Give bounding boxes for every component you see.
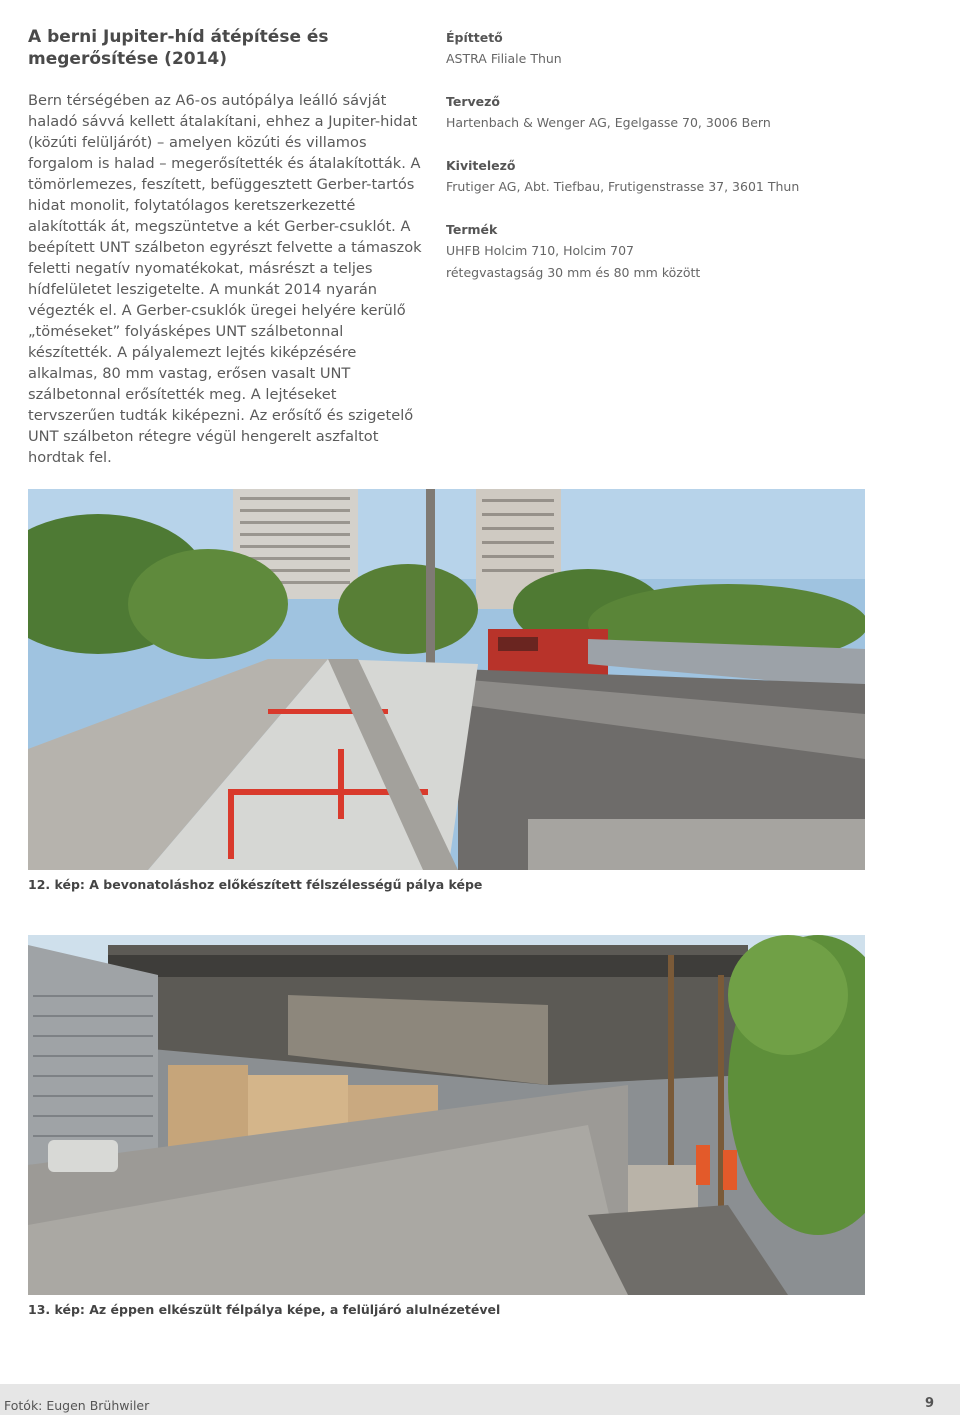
project-info (446, 28, 926, 284)
info-builder-label: Építtető (446, 30, 503, 45)
info-builder-value: ASTRA Filiale Thun (446, 51, 562, 66)
photo-overpass-underside (28, 935, 865, 1295)
fig12-caption: 12. kép: A bevonatoláshoz előkészített félszélességű pálya képe (28, 877, 483, 892)
info-designer-value: Hartenbach & Wenger AG, Egelgasse 70, 3006 Bern (446, 115, 771, 130)
article-body (28, 90, 423, 468)
page-number: 9 (924, 1396, 934, 1411)
info-designer (446, 92, 926, 156)
article-title: A berni Jupiter-híd átépítése és megerősítése (2014) (28, 27, 329, 69)
info-contractor (446, 156, 926, 220)
photo-bridge-deck (28, 489, 865, 870)
info-builder (446, 28, 926, 92)
body-paragraph: Bern térségében az A6-os autópálya leálló sávját haladó sávvá kellett átalakítani, ehhez a Jupiter-hidat (közúti felüljárót) – amelyen közúti és villamos forgalom is halad – megerősítették és átalakították. A tömörlemezes, feszített, befüggesztett Gerber-tartós hidat monolit, folytatólagos keretszerkezetté alakították át, megszüntetve a két Gerber-csuklót. A beépített UNT szálbeton egyrészt felvette a támaszok feletti negatív nyomatékokat, másrészt a teljes hídfelületet leszigetelte. A munkát 2014 nyarán végezték el. A Gerber-csuklók üregei helyére kerülő „töméseket” folyásképes UNT szálbetonnal készítették. A pályalemezt lejtés kiképzésére alkalmas, 80 mm vastag, erősen vasalt UNT szálbetonnal erősítették meg. A lejtéseket tervszerűen tudták kiképezni. Az erősítő és szigetelő UNT szálbeton rétegre végül hengerelt aszfaltot hordtak fel. (28, 92, 422, 466)
photo-credit: Fotók: Eugen Brühwiler (4, 1398, 150, 1413)
info-product (446, 220, 926, 284)
info-contractor-value: Frutiger AG, Abt. Tiefbau, Frutigenstrasse 37, 3601 Thun (446, 179, 800, 194)
info-product-value-2: rétegvastagság 30 mm és 80 mm között (446, 265, 701, 280)
info-product-label: Termék (446, 222, 498, 237)
info-product-value-1: UHFB Holcim 710, Holcim 707 (446, 243, 634, 258)
info-contractor-label: Kivitelező (446, 158, 516, 173)
fig13-caption: 13. kép: Az éppen elkészült félpálya képe, a felüljáró alulnézetével (28, 1302, 501, 1317)
page-footer (0, 1384, 960, 1415)
info-designer-label: Tervező (446, 94, 500, 109)
